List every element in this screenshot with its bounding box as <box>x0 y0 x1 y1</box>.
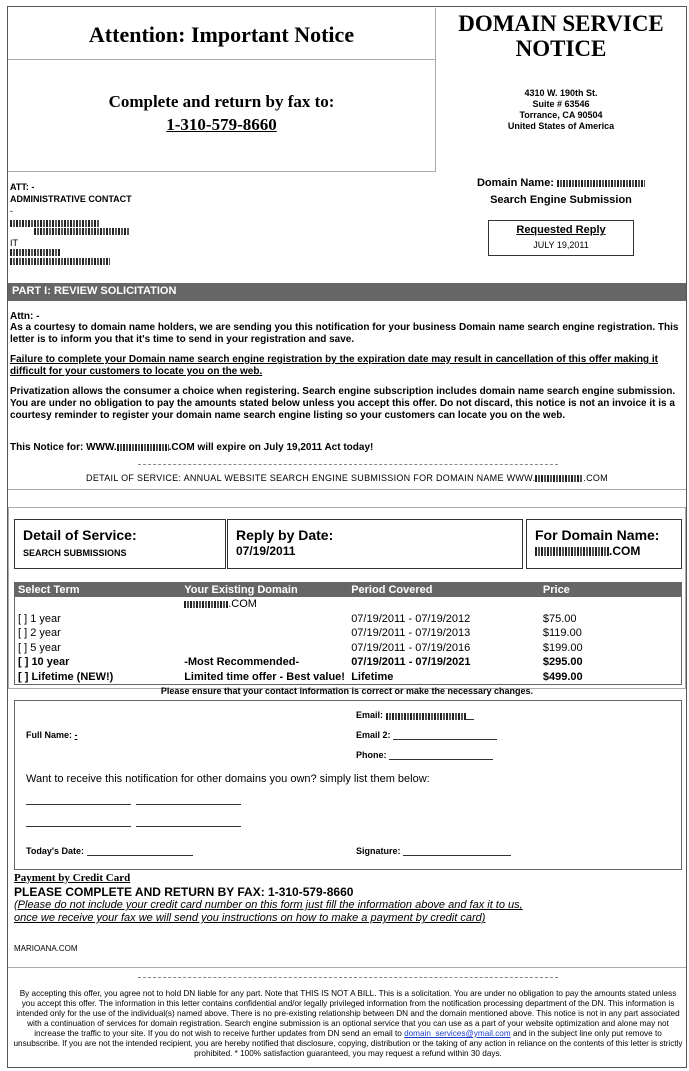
term-period: Lifetime <box>351 670 394 683</box>
dashed-divider <box>138 464 558 465</box>
reply-by-title: Reply by Date: <box>236 527 334 543</box>
full-name-label: Full Name: <box>26 730 73 740</box>
for-domain-suffix: .COM <box>609 544 641 558</box>
signature-input[interactable] <box>403 847 511 856</box>
divider <box>8 967 686 968</box>
fax-box <box>8 60 436 172</box>
redacted-domain <box>535 547 609 556</box>
date-input[interactable] <box>87 847 193 856</box>
email2-field[interactable] <box>356 730 497 740</box>
other-domain-input[interactable] <box>136 818 241 827</box>
part1-header: PART I: REVIEW SOLICITATION <box>8 283 686 301</box>
redacted-domain <box>535 475 583 482</box>
redacted-domain <box>557 180 645 187</box>
column-header: Select Term <box>15 583 182 598</box>
term-option[interactable]: [ ] 10 year <box>18 656 70 669</box>
term-row[interactable] <box>15 626 682 641</box>
submission-type: Search Engine Submission <box>490 194 632 206</box>
service-header <box>436 8 686 61</box>
detail-suffix: .COM <box>583 473 608 483</box>
term-period: 07/19/2011 - 07/19/2012 <box>351 612 471 625</box>
for-domain-box <box>526 519 682 569</box>
dashed-divider <box>138 977 558 978</box>
requested-reply-label: Requested Reply <box>516 224 606 236</box>
existing-domain-suffix: .COM <box>228 598 257 611</box>
contact-type: ADMINISTRATIVE CONTACT <box>10 194 132 204</box>
redacted-domain <box>184 601 228 608</box>
detail-value: SEARCH SUBMISSIONS <box>23 548 127 558</box>
contact-note: Please ensure that your contact information is correct or make the necessary changes. <box>160 686 534 696</box>
courtesy-paragraph: As a courtesy to domain name holders, we are sending you this notification for your business Domain name search engine registration. This letter is to inform you that it's time to send in your registration and save. <box>10 322 679 345</box>
email2-label: Email 2: <box>356 730 391 740</box>
requested-reply-box <box>488 220 634 256</box>
for-domain-title: For Domain Name: <box>535 527 660 543</box>
date-label: Today's Date: <box>26 846 84 856</box>
term-option[interactable]: [ ] 2 year <box>18 627 61 640</box>
domain-footer: MARIOANA.COM <box>14 944 78 953</box>
attention-header <box>8 8 436 60</box>
term-note <box>181 612 348 627</box>
term-row[interactable] <box>15 612 682 627</box>
column-header: Price <box>540 583 682 598</box>
term-price: $295.00 <box>542 656 583 669</box>
requested-reply-date: JULY 19,2011 <box>533 240 589 250</box>
term-note: -Most Recommended- <box>184 656 300 669</box>
for-domain-value <box>535 544 673 558</box>
full-name-input[interactable]: - <box>74 730 78 740</box>
address-line: United States of America <box>507 121 615 131</box>
redacted-domain <box>117 444 169 451</box>
divider <box>8 489 686 490</box>
email-label: Email: <box>356 710 384 720</box>
mailing-address <box>436 88 686 132</box>
domain-info <box>436 175 686 209</box>
term-price: $75.00 <box>542 612 577 625</box>
detail-of-service-line <box>8 473 686 483</box>
email-field[interactable] <box>356 710 474 720</box>
full-name-field[interactable] <box>26 730 78 740</box>
redacted-text <box>34 228 130 235</box>
term-note <box>181 641 348 656</box>
date-field[interactable] <box>26 846 193 856</box>
payment-note <box>14 899 534 925</box>
email-input[interactable] <box>386 711 474 720</box>
terms-header-row <box>15 583 682 598</box>
fax-instruction: Complete and return by fax to: <box>108 92 335 111</box>
term-price: $199.00 <box>542 641 583 654</box>
detail-title: Detail of Service: <box>23 527 137 543</box>
attention-title: Attention: Important Notice <box>88 22 355 47</box>
other-domain-input[interactable] <box>26 818 131 827</box>
signature-field[interactable] <box>356 846 511 856</box>
column-header: Your Existing Domain <box>181 583 348 598</box>
terms-table <box>14 582 682 685</box>
address-line: Suite # 63546 <box>532 99 590 109</box>
term-period: 07/19/2011 - 07/19/2013 <box>351 627 471 640</box>
reply-by-date-box <box>227 519 523 569</box>
expire-notice <box>10 442 682 454</box>
contact-form <box>14 700 682 870</box>
redacted-email <box>386 713 466 720</box>
fax-number: 1-310-579-8660 <box>166 115 277 134</box>
existing-domain-cell <box>181 597 348 612</box>
payment-note-text: (Please do not include your credit card number on this form just fill the information above and fax it to us, once we receive your fax we will send you instructions on how to make a payment by credit card) <box>14 899 523 924</box>
attn-line: Attn: - <box>10 311 40 322</box>
term-option[interactable]: [ ] 5 year <box>18 641 61 654</box>
dash-line: - <box>10 206 13 216</box>
term-option[interactable]: [ ] 1 year <box>18 612 61 625</box>
domain-label: Domain Name: <box>476 177 554 189</box>
existing-domain-row <box>15 597 682 612</box>
expire-suffix: .COM will expire on July 19,2011 Act today! <box>168 442 374 453</box>
term-period: 07/19/2011 - 07/19/2021 <box>351 656 471 669</box>
fine-print-part1: By accepting this offer, you agree not to hold DN liable for any part. Note that THIS IS NOT A BILL. This is a solicitation. You are under no obligation to pay the amounts stated unless you accept this offer. The information in this letter contains confidential and/or legally privileged information from the notification processing department of the DN. This information is intended only for the use of the individual(s) named above. There is no pre-existing relationship between DN and the domain mentioned above. This notice is not in any part associated with a continuation of services for domain registration. Search engine submission is an optional service that you can use as a part of your website optimization and alone may not increase the traffic to your site. If you do not wish to receive further updates from DN send an email to <box>16 989 680 1038</box>
expire-prefix: This Notice for: WWW. <box>10 442 117 453</box>
term-note <box>181 626 348 641</box>
term-period: 07/19/2011 - 07/19/2016 <box>351 641 471 654</box>
att-line: ATT: - <box>10 182 35 192</box>
other-domain-input[interactable] <box>136 796 241 805</box>
term-price: $119.00 <box>542 627 582 640</box>
phone-field[interactable] <box>356 750 493 760</box>
fine-print-part2: and in the subject line only put remove to unsubscribe. If you are not the intended recipient, you are hereby notified that disclosure, copying, distribution or the taking of any action in reliance on the contents of this letter is strictly prohibited. * 100% satisfaction guaranteed, you may request a refund within 30 days. <box>13 1029 683 1058</box>
it-line: IT <box>10 238 18 248</box>
fine-print <box>12 989 684 1059</box>
redacted-text <box>10 258 110 265</box>
other-domains-prompt: Want to receive this notification for other domains you own? simply list them below: <box>26 773 430 785</box>
signature-label: Signature: <box>356 846 401 856</box>
failure-paragraph: Failure to complete your Domain name search engine registration by the expiration date may result in cancellation of this offer making it difficult for your customers to locate you on the web. <box>10 354 658 377</box>
term-price: $499.00 <box>542 670 583 683</box>
term-option[interactable]: [ ] Lifetime (NEW!) <box>18 670 114 683</box>
other-domain-input[interactable] <box>26 796 131 805</box>
column-header: Period Covered <box>348 583 540 598</box>
unsubscribe-email-link[interactable]: domain_services@ymail.com <box>404 1029 511 1038</box>
term-row[interactable] <box>15 655 682 670</box>
term-row[interactable] <box>15 670 682 685</box>
term-row[interactable] <box>15 641 682 656</box>
detail-prefix: DETAIL OF SERVICE: ANNUAL WEBSITE SEARCH ENGINE SUBMISSION FOR DOMAIN NAME WWW. <box>86 473 536 483</box>
address-line: Torrance, CA 90504 <box>519 110 603 120</box>
detail-of-service-box <box>14 519 226 569</box>
address-line: 4310 W. 190th St. <box>524 88 598 98</box>
email2-input[interactable] <box>393 731 497 740</box>
reply-by-value: 07/19/2011 <box>236 544 296 558</box>
privatization-paragraph: Privatization allows the consumer a choice when registering. Search engine subscription includes domain name search engine submission. You are under no obligation to pay the amounts stated below unless you accept this offer. Do not discard, this notice is not an invoice it is a courtesy reminder to register your domain name search engine listing so your customers can locate you on the web. <box>10 386 676 421</box>
payment-instruction: PLEASE COMPLETE AND RETURN BY FAX: 1-310-579-8660 <box>14 885 354 899</box>
service-title: DOMAIN SERVICE NOTICE <box>458 11 664 61</box>
payment-title: Payment by Credit Card <box>14 872 131 884</box>
attention-block <box>10 181 132 267</box>
phone-input[interactable] <box>389 751 493 760</box>
term-note: Limited time offer - Best value! <box>184 670 345 683</box>
phone-label: Phone: <box>356 750 387 760</box>
